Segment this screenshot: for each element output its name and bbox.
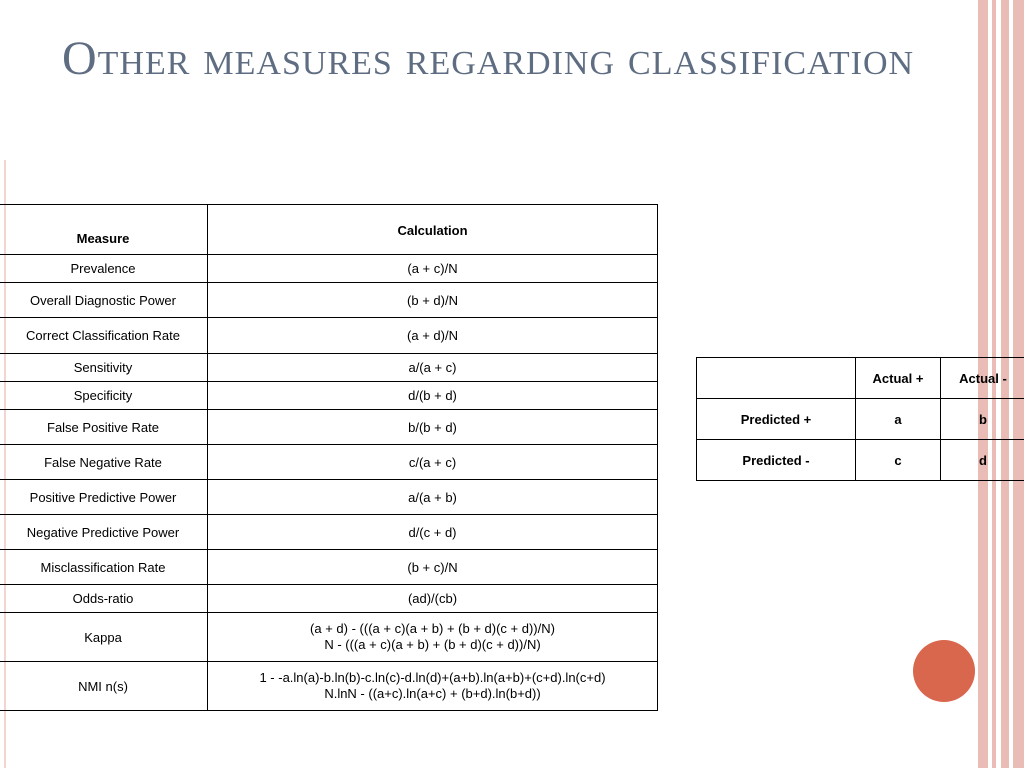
measure-name-cell: Prevalence	[0, 255, 208, 283]
table-row	[0, 613, 658, 662]
confusion-cell: d	[941, 440, 1024, 481]
table-row	[0, 255, 658, 283]
measure-name-cell: Sensitivity	[0, 354, 208, 382]
calculation-line: d/(c + d)	[408, 524, 457, 540]
confusion-column-header: Actual -	[941, 358, 1024, 399]
table-row	[0, 318, 658, 354]
confusion-column-header: Actual +	[856, 358, 941, 399]
measure-name-cell: False Negative Rate	[0, 445, 208, 480]
confusion-cell: b	[941, 399, 1024, 440]
calculation-line: (b + c)/N	[407, 559, 458, 575]
calculation-line: (ad)/(cb)	[407, 591, 458, 606]
confusion-cell: a	[856, 399, 941, 440]
measures-header-row	[0, 205, 658, 255]
header-calculation: Calculation	[208, 205, 658, 255]
measure-name-cell: Correct Classification Rate	[0, 318, 208, 354]
confusion-corner-cell	[697, 358, 856, 399]
confusion-row-label: Predicted +	[697, 399, 856, 440]
confusion-row	[697, 399, 1024, 440]
table-row	[0, 550, 658, 585]
calculation-line: (a + d) - (((a + c)(a + b) + (b + d)(c + d))/N)	[310, 621, 555, 636]
measure-name-cell: Odds-ratio	[0, 585, 208, 613]
measure-calculation-cell	[208, 613, 658, 662]
confusion-header-row	[697, 358, 1024, 399]
table-row	[0, 662, 658, 711]
calculation-line: (a + c)/N	[407, 261, 458, 276]
confusion-row	[697, 440, 1024, 481]
header-measure: Measure	[0, 205, 208, 255]
calculation-line: a/(a + b)	[408, 489, 457, 505]
calculation-line: b/(b + d)	[408, 419, 457, 435]
measure-calculation-cell	[208, 318, 658, 354]
measure-name-cell: Positive Predictive Power	[0, 480, 208, 515]
measures-body	[0, 255, 658, 711]
measure-calculation-cell	[208, 662, 658, 711]
table-row	[0, 410, 658, 445]
measures-table	[0, 204, 658, 711]
table-row	[0, 515, 658, 550]
measure-calculation-cell	[208, 585, 658, 613]
measure-calculation-cell	[208, 550, 658, 585]
calculation-line: c/(a + c)	[408, 454, 457, 470]
measure-calculation-cell	[208, 445, 658, 480]
table-row	[0, 585, 658, 613]
measure-name-cell: Specificity	[0, 382, 208, 410]
measure-calculation-cell	[208, 382, 658, 410]
measure-calculation-cell	[208, 354, 658, 382]
slide-title: Other measures regarding classification	[62, 32, 915, 85]
measure-calculation-cell	[208, 480, 658, 515]
table-row	[0, 283, 658, 318]
measure-calculation-cell	[208, 255, 658, 283]
measure-name-cell: Negative Predictive Power	[0, 515, 208, 550]
measure-name-cell: Overall Diagnostic Power	[0, 283, 208, 318]
measure-name-cell: Kappa	[0, 613, 208, 662]
calculation-line: (b + d)/N	[407, 292, 458, 308]
calculation-line: d/(b + d)	[408, 388, 457, 403]
decorative-circle	[913, 640, 975, 702]
calculation-line: 1 - -a.ln(a)-b.ln(b)-c.ln(c)-d.ln(d)+(a+b).ln(a+b)+(c+d).ln(c+d)	[259, 670, 606, 685]
calculation-line: N.lnN - ((a+c).ln(a+c) + (b+d).ln(b+d))	[324, 686, 541, 701]
table-row	[0, 354, 658, 382]
measure-calculation-cell	[208, 515, 658, 550]
measure-name-cell: False Positive Rate	[0, 410, 208, 445]
confusion-cell: c	[856, 440, 941, 481]
table-row	[0, 445, 658, 480]
measure-calculation-cell	[208, 410, 658, 445]
table-row	[0, 480, 658, 515]
calculation-line: (a + d)/N	[407, 328, 458, 343]
measure-name-cell: NMI n(s)	[0, 662, 208, 711]
table-row	[0, 382, 658, 410]
calculation-line: a/(a + c)	[408, 360, 457, 375]
calculation-line: N - (((a + c)(a + b) + (b + d)(c + d))/N)	[324, 637, 541, 652]
measure-name-cell: Misclassification Rate	[0, 550, 208, 585]
measure-calculation-cell	[208, 283, 658, 318]
confusion-row-label: Predicted -	[697, 440, 856, 481]
confusion-matrix-table	[696, 357, 1024, 481]
